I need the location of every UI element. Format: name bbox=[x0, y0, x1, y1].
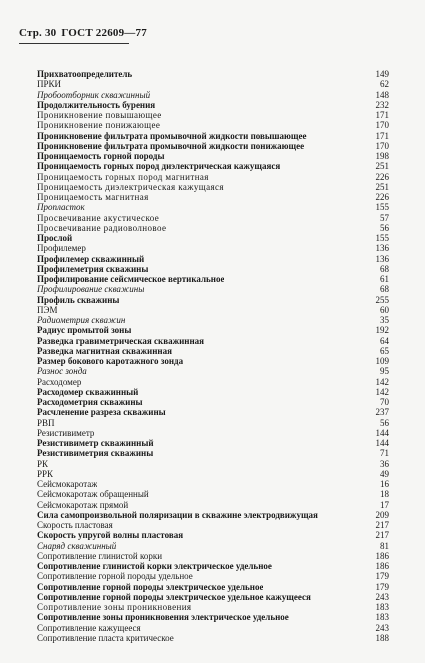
index-page-number: 198 bbox=[375, 151, 389, 161]
index-page-number: 144 bbox=[375, 427, 389, 438]
index-entry bbox=[37, 541, 389, 551]
index-term: Проникновение фильтрата промывочной жидкости понижающее bbox=[37, 140, 305, 151]
index-term: Сейсмокаротаж bbox=[37, 479, 98, 489]
index-entry bbox=[37, 264, 389, 274]
index-page-number: 171 bbox=[375, 130, 389, 141]
index-entry bbox=[37, 428, 389, 438]
index-term: Расходомер скважинный bbox=[37, 386, 139, 397]
index-page-number: 144 bbox=[375, 438, 389, 448]
index-term: ПЭМ bbox=[37, 304, 58, 315]
index-page-number: 155 bbox=[375, 233, 389, 243]
index-page-number: 255 bbox=[375, 294, 389, 305]
index-term: Резистивиметр скважинный bbox=[37, 438, 154, 448]
index-page-number: 148 bbox=[375, 89, 389, 100]
index-term: Снаряд скважинный bbox=[37, 540, 117, 551]
index-term: Размер бокового каротажного зонда bbox=[37, 356, 184, 366]
index-page-number: 179 bbox=[375, 581, 389, 592]
index-term: Сопротивление пласта критическое bbox=[37, 632, 174, 643]
index-entry bbox=[37, 284, 389, 294]
index-term: Пропласток bbox=[37, 202, 85, 213]
index-entry bbox=[37, 151, 389, 161]
index-entry bbox=[37, 520, 389, 530]
page-number: Стр. 30 bbox=[19, 27, 57, 39]
index-entry bbox=[37, 448, 389, 458]
index-entry bbox=[37, 110, 389, 120]
index-entry bbox=[37, 79, 389, 89]
index-term: Радиус промытой зоны bbox=[37, 325, 132, 336]
index-page-number: 209 bbox=[375, 509, 389, 520]
index-page-number: 243 bbox=[375, 591, 389, 602]
index-page-number: 217 bbox=[375, 530, 389, 541]
index-page-number: 149 bbox=[375, 69, 389, 79]
index-term: Профилирование скважины bbox=[37, 284, 145, 295]
index-entry bbox=[37, 182, 389, 192]
index-term: Разведка магнитная скважинная bbox=[37, 345, 172, 356]
index-entry bbox=[37, 592, 389, 602]
index-term: Пробоотборник скважинный bbox=[37, 89, 151, 100]
index-entry bbox=[37, 346, 389, 356]
index-entry bbox=[37, 243, 389, 253]
index-term: Проницаемость магнитная bbox=[37, 192, 149, 202]
index-term: Профилеметрия скважины bbox=[37, 263, 149, 274]
index-term: РВП bbox=[37, 417, 55, 428]
index-entry bbox=[37, 356, 389, 366]
index-term: Расчленение разреза скважины bbox=[37, 407, 166, 418]
index-entry bbox=[37, 192, 389, 202]
index-term: Просвечивание акустическое bbox=[37, 212, 160, 223]
index-term: Прихватоопределитель bbox=[37, 69, 133, 79]
index-entry bbox=[37, 623, 389, 633]
index-page-number: 170 bbox=[375, 120, 389, 131]
index-page-number: 226 bbox=[375, 171, 389, 182]
index-page-number: 35 bbox=[380, 315, 389, 325]
index-term: Проницаемость диэлектрическая кажущаяся bbox=[37, 181, 224, 192]
index-page-number: 183 bbox=[375, 612, 389, 623]
index-entry bbox=[37, 141, 389, 151]
index-page-number: 36 bbox=[380, 458, 389, 469]
index-entry bbox=[37, 69, 389, 79]
index-term: Сопротивление зоны проникновения bbox=[37, 602, 192, 612]
index-term: Сопротивление глинистой корки электрическое удельное bbox=[37, 561, 272, 571]
index-entry bbox=[37, 366, 389, 376]
index-page-number: 64 bbox=[380, 335, 389, 346]
index-page-number: 16 bbox=[380, 479, 389, 489]
index-entry bbox=[37, 387, 389, 397]
index-entry bbox=[37, 582, 389, 592]
index-page-number: 155 bbox=[375, 202, 389, 213]
index-entry bbox=[37, 530, 389, 540]
index-page-number: 68 bbox=[380, 263, 389, 274]
index-term: Сейсмокаротаж обращенный bbox=[37, 489, 149, 500]
index-term: Профиль скважины bbox=[37, 294, 120, 305]
index-page-number: 142 bbox=[375, 376, 389, 387]
index-page-number: 192 bbox=[375, 325, 389, 336]
index-entry bbox=[37, 325, 389, 335]
index-term: Сопротивление горной породы удельное bbox=[37, 571, 193, 582]
index-page-number: 49 bbox=[380, 468, 389, 479]
index-entry bbox=[37, 397, 389, 407]
index-term: Проникновение понижающее bbox=[37, 120, 161, 131]
index-entry bbox=[37, 561, 389, 571]
index-page-number: 186 bbox=[375, 561, 389, 571]
index-page-number: 136 bbox=[375, 243, 389, 254]
index-entry bbox=[37, 100, 389, 110]
index-page-number: 65 bbox=[380, 345, 389, 356]
index-term: Резистивиметр bbox=[37, 427, 95, 438]
index-term: Просвечивание радиоволновое bbox=[37, 222, 167, 233]
index-page-number: 251 bbox=[375, 181, 389, 192]
index-term: ПРКИ bbox=[37, 79, 62, 90]
index-term: Резистивиметрия скважины bbox=[37, 448, 154, 459]
index-page-number: 109 bbox=[375, 356, 389, 366]
index-page-number: 251 bbox=[375, 161, 389, 172]
index-term: Разведка гравиметрическая скважинная bbox=[37, 335, 205, 346]
index-term: Проницаемость горных пород диэлектрическая кажущаяся bbox=[37, 161, 281, 172]
index-page-number: 56 bbox=[380, 417, 389, 428]
index-page-number: 70 bbox=[380, 397, 389, 407]
index-entry bbox=[37, 131, 389, 141]
index-page-number: 60 bbox=[380, 304, 389, 315]
subject-index bbox=[37, 69, 389, 643]
index-entry bbox=[37, 418, 389, 428]
index-term: Расходометрия скважины bbox=[37, 397, 143, 407]
index-entry bbox=[37, 571, 389, 581]
index-entry bbox=[37, 172, 389, 182]
index-page-number: 62 bbox=[380, 79, 389, 90]
index-page-number: 170 bbox=[375, 140, 389, 151]
index-entry bbox=[37, 90, 389, 100]
index-term: Профилирование сейсмическое вертикальное bbox=[37, 274, 225, 284]
index-term: Радиометрия скважин bbox=[37, 315, 126, 325]
index-term: Прослой bbox=[37, 233, 73, 243]
index-entry bbox=[37, 223, 389, 233]
index-page-number: 186 bbox=[375, 550, 389, 561]
index-term: РК bbox=[37, 458, 49, 469]
index-page-number: 81 bbox=[380, 540, 389, 551]
index-entry bbox=[37, 233, 389, 243]
index-page-number: 136 bbox=[375, 253, 389, 264]
index-entry bbox=[37, 469, 389, 479]
index-page-number: 232 bbox=[375, 99, 389, 110]
index-term: Проникновение повышающее bbox=[37, 110, 162, 120]
index-page-number: 188 bbox=[375, 632, 389, 643]
index-term: Скорость упругой волны пластовая bbox=[37, 530, 184, 541]
index-page-number: 71 bbox=[380, 448, 389, 459]
index-page-number: 95 bbox=[380, 366, 389, 377]
index-entry bbox=[37, 602, 389, 612]
index-page-number: 17 bbox=[380, 499, 389, 510]
index-entry bbox=[37, 213, 389, 223]
index-entry bbox=[37, 295, 389, 305]
index-entry bbox=[37, 120, 389, 130]
index-term: Сопротивление горной породы электрическое удельное bbox=[37, 581, 264, 592]
index-term: Профилемер скважинный bbox=[37, 253, 145, 264]
index-entry bbox=[37, 489, 389, 499]
index-term: Скорость пластовая bbox=[37, 520, 113, 530]
index-term: Сопротивление глинистой корки bbox=[37, 550, 163, 561]
index-entry bbox=[37, 274, 389, 284]
index-entry bbox=[37, 500, 389, 510]
index-entry bbox=[37, 377, 389, 387]
index-term: Сопротивление кажущееся bbox=[37, 622, 141, 633]
index-term: Разнос зонда bbox=[37, 366, 87, 377]
index-entry bbox=[37, 336, 389, 346]
index-term: Проницаемость горных пород магнитная bbox=[37, 171, 209, 182]
index-page-number: 56 bbox=[380, 222, 389, 233]
index-page-number: 179 bbox=[375, 571, 389, 582]
index-page-number: 217 bbox=[375, 520, 389, 530]
index-term: Сила самопроизвольной поляризации в скважине электродвижущая bbox=[37, 509, 318, 520]
index-page-number: 237 bbox=[375, 407, 389, 418]
index-entry bbox=[37, 315, 389, 325]
index-entry bbox=[37, 633, 389, 643]
index-entry bbox=[37, 510, 389, 520]
index-term: Продолжительность бурения bbox=[37, 99, 156, 110]
index-entry bbox=[37, 479, 389, 489]
index-term: Проникновение фильтрата промывочной жидкости повышающее bbox=[37, 130, 307, 141]
page-header bbox=[19, 27, 147, 39]
index-page-number: 142 bbox=[375, 386, 389, 397]
index-entry bbox=[37, 161, 389, 171]
index-term: Сопротивление зоны проникновения электрическое удельное bbox=[37, 612, 289, 623]
index-entry bbox=[37, 551, 389, 561]
standard-code: ГОСТ 22609—77 bbox=[61, 27, 147, 39]
index-term: Сопротивление горной породы электрическое удельное кажущееся bbox=[37, 591, 311, 602]
index-page-number: 243 bbox=[375, 622, 389, 633]
index-page-number: 18 bbox=[380, 489, 389, 500]
index-entry bbox=[37, 202, 389, 212]
index-entry bbox=[37, 459, 389, 469]
index-entry bbox=[37, 407, 389, 417]
index-page-number: 61 bbox=[380, 274, 389, 284]
index-term: Расходомер bbox=[37, 376, 82, 387]
index-entry bbox=[37, 612, 389, 622]
index-entry bbox=[37, 305, 389, 315]
index-term: Сейсмокаротаж прямой bbox=[37, 499, 129, 510]
index-entry bbox=[37, 438, 389, 448]
index-page-number: 226 bbox=[375, 192, 389, 202]
index-term: Проницаемость горной породы bbox=[37, 151, 165, 161]
index-page-number: 68 bbox=[380, 284, 389, 295]
index-page-number: 171 bbox=[375, 110, 389, 120]
index-entry bbox=[37, 254, 389, 264]
index-term: Профилемер bbox=[37, 243, 86, 254]
index-page-number: 57 bbox=[380, 212, 389, 223]
header-rule bbox=[19, 43, 129, 44]
index-term: РРК bbox=[37, 468, 54, 479]
index-page-number: 183 bbox=[375, 602, 389, 612]
